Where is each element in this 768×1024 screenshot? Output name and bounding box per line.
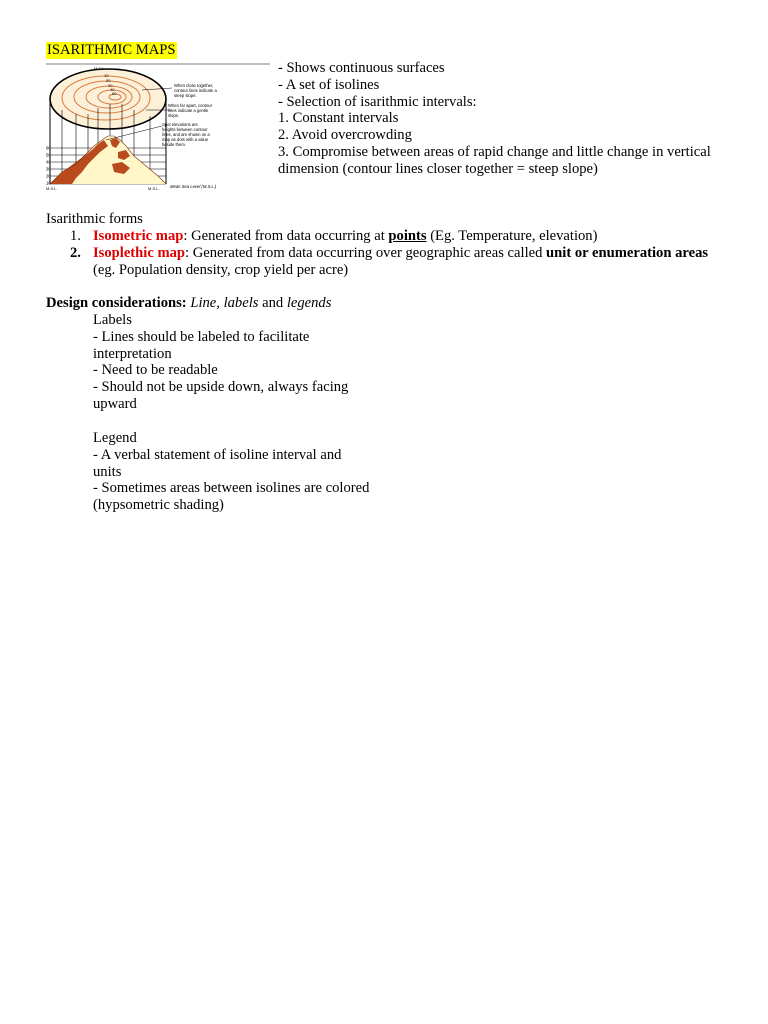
figure-annotation: beside them. <box>162 142 186 147</box>
mean-sea-level-label: Mean Sea Level (M.S.L.) <box>170 184 217 189</box>
item-text: (eg. Population density, crop yield per acre) <box>93 261 349 278</box>
design-sub-b: legends <box>286 295 332 311</box>
contour-label: 30 <box>108 83 113 88</box>
page-title: ISARITHMIC MAPS <box>47 42 176 58</box>
legend-line: - Sometimes areas between isolines are colored (hypsometric shading) <box>93 480 370 514</box>
contour-label: 40 <box>110 87 115 92</box>
axis-tick-label: 60 <box>46 145 51 151</box>
contour-diagram <box>46 60 270 194</box>
labels-section <box>93 312 363 413</box>
list-item <box>70 228 720 245</box>
axis-tick-label: 40 <box>46 159 51 165</box>
legend-title: Legend <box>93 430 137 446</box>
item-text: : Generated from data occurring over geographic areas called <box>185 244 547 261</box>
axis-tick-label: 20 <box>46 173 51 179</box>
figure-annotation: slope. <box>168 113 180 118</box>
intro-line: 3. Compromise between areas of rapid change and little change in vertical dimension (contour lines closer together = steep slope) <box>278 143 711 177</box>
list-number: 1. <box>70 228 81 244</box>
figure-annotation: When far apart, contour <box>168 103 212 108</box>
intro-line: - A set of isolines <box>278 76 380 93</box>
intro-line: 1. Constant intervals <box>278 110 399 127</box>
figure-annotation: map as dots with a value <box>162 137 209 142</box>
figure-annotation: steep slope. <box>174 93 197 98</box>
intro-bullets <box>278 60 718 178</box>
emphasis-enumeration-areas: unit or enumeration areas <box>546 244 709 261</box>
axis-tick-label: 50 <box>46 152 51 158</box>
labels-line: - Need to be readable <box>93 362 218 379</box>
figure-annotation: Spot elevations are <box>162 122 198 127</box>
figure-annotation: contour lines indicate a <box>174 88 217 93</box>
term-isometric-map: Isometric map <box>93 228 184 244</box>
msl-right-label: M.S.L. <box>148 186 160 191</box>
legend-line: - A verbal statement of isoline interval and units <box>93 446 342 480</box>
list-item <box>70 245 720 279</box>
figure-annotation: lines indicate a gentle <box>168 108 209 113</box>
forms-list <box>70 228 720 278</box>
intro-line: - Selection of isarithmic intervals: <box>278 93 477 110</box>
contour-label: 10 <box>104 73 109 78</box>
axis-tick-label: 10 <box>46 180 51 186</box>
design-and: and <box>258 295 287 311</box>
labels-title: Labels <box>93 312 132 328</box>
design-sub-a: Line, labels <box>190 295 259 311</box>
msl-left-label: M.S.L. <box>46 186 58 191</box>
axis-tick-label: 30 <box>46 166 51 172</box>
item-text: (Eg. Temperature, elevation) <box>426 228 598 244</box>
list-number: 2. <box>70 244 81 261</box>
intro-line: - Shows continuous surfaces <box>278 60 445 76</box>
forms-heading: Isarithmic forms <box>46 211 143 227</box>
contour-label: 20 <box>106 78 111 83</box>
labels-line: - Should not be upside down, always facing upward <box>93 379 349 412</box>
legend-section <box>93 430 373 514</box>
msl-top-label: M.S.L. <box>94 66 106 71</box>
contour-label: 50 <box>112 91 117 96</box>
item-text: : Generated from data occurring at <box>183 228 389 244</box>
contour-diagram-figure <box>46 60 270 194</box>
figure-annotation: When close together, <box>174 83 214 88</box>
figure-annotation: heights between contour <box>162 127 208 132</box>
labels-line: - Lines should be labeled to facilitate interpretation <box>93 328 310 362</box>
design-heading-label: Design considerations: <box>46 295 187 311</box>
emphasis-points: points <box>388 228 427 244</box>
figure-annotation: lines, and are shown on a <box>162 132 210 137</box>
design-heading <box>46 295 331 312</box>
intro-line: 2. Avoid overcrowding <box>278 127 412 144</box>
term-isoplethic-map: Isoplethic map <box>93 244 186 261</box>
